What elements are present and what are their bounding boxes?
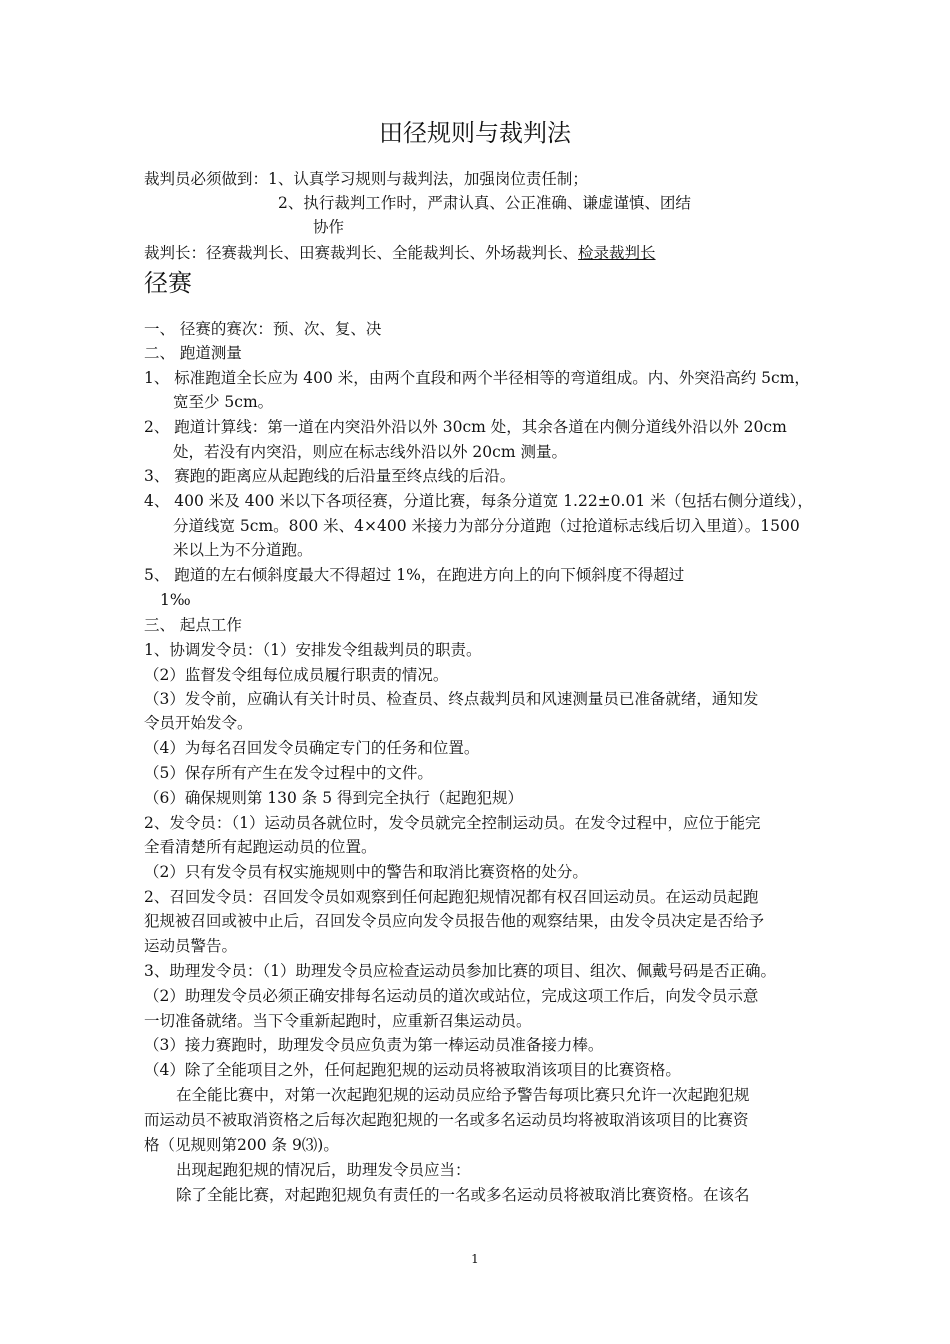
body-line: （2）助理发令员必须正确安排每名运动员的道次或站位，完成这项工作后，向发令员示意 [144, 987, 759, 1005]
chief-referees-text: 裁判长：径赛裁判长、田赛裁判长、全能裁判长、外场裁判长、 [144, 244, 579, 262]
body-line: 2、召回发令员：召回发令员如观察到任何起跑犯规情况都有权召回运动员。在运动员起跑 [144, 888, 759, 906]
body-line: （6）确保规则第 130 条 5 得到完全执行（起跑犯规） [144, 789, 524, 807]
body-line: 5、 跑道的左右倾斜度最大不得超过 1%，在跑进方向上的向下倾斜度不得超过 [144, 566, 685, 584]
body-line: 1‰ [160, 591, 191, 609]
body-line: 格（见规则第200 条 9⑶)。 [144, 1136, 339, 1154]
duty-item-1: 1、认真学习规则与裁判法，加强岗位责任制； [268, 170, 588, 188]
body-line: 处，若没有内突沿，则应在标志线外沿以外 20cm 测量。 [173, 443, 567, 461]
body-line: 二、 跑道测量 [144, 344, 242, 362]
body-line: 1、 标准跑道全长应为 400 米，由两个直段和两个半径相等的弯道组成。内、外突沿高约 5cm， [144, 369, 810, 387]
body-line: 3、助理发令员：（1）助理发令员应检查运动员参加比赛的项目、组次、佩戴号码是否正确。 [144, 962, 776, 980]
body-line: 1、协调发令员：（1）安排发令组裁判员的职责。 [144, 641, 482, 659]
body-line: 运动员警告。 [144, 937, 238, 955]
body-line: 宽至少 5cm。 [173, 393, 274, 411]
body-line: 米以上为不分道跑。 [173, 541, 313, 559]
body-line: （4）为每名召回发令员确定专门的任务和位置。 [144, 739, 480, 757]
body-line: 2、发令员：（1）运动员各就位时，发令员就完全控制运动员。在发令过程中，应位于能完 [144, 814, 761, 832]
body-line: 3、 赛跑的距离应从起跑线的后沿量至终点线的后沿。 [144, 467, 516, 485]
body-line: 三、 起点工作 [144, 616, 242, 634]
body-line: （4）除了全能项目之外，任何起跑犯规的运动员将被取消该项目的比赛资格。 [144, 1061, 681, 1079]
duties-prefix: 裁判员必须做到： [144, 170, 269, 188]
duty-item-2-cont: 协作 [313, 218, 345, 236]
body-line: 全看清楚所有起跑运动员的位置。 [144, 838, 377, 856]
chief-referees-underlined: 检录裁判长 [578, 244, 656, 262]
body-line: 一、 径赛的赛次：预、次、复、决 [144, 320, 382, 338]
body-line: （5）保存所有产生在发令过程中的文件。 [144, 764, 433, 782]
body-line: 犯规被召回或被中止后，召回发令员应向发令员报告他的观察结果，由发令员决定是否给予 [144, 912, 765, 930]
chief-referees-line [144, 242, 656, 264]
body-line: （2）监督发令组每位成员履行职责的情况。 [144, 666, 449, 684]
section-heading: 径赛 [144, 269, 192, 297]
document-title: 田径规则与裁判法 [379, 119, 571, 147]
body-line: 出现起跑犯规的情况后，助理发令员应当： [176, 1161, 471, 1179]
body-line: 在全能比赛中，对第一次起跑犯规的运动员应给予警告每项比赛只允许一次起跑犯规 [176, 1086, 750, 1104]
body-line: 除了全能比赛，对起跑犯规负有责任的一名或多名运动员将被取消比赛资格。在该名 [176, 1186, 750, 1204]
page-number: 1 [471, 1252, 479, 1266]
body-line: 4、 400 米及 400 米以下各项径赛，分道比赛，每条分道宽 1.22±0.01 米（包括右侧分道线）， [144, 492, 813, 510]
body-line: 令员开始发令。 [144, 714, 253, 732]
body-line: （2）只有发令员有权实施规则中的警告和取消比赛资格的处分。 [144, 863, 588, 881]
body-line: 2、 跑道计算线：第一道在内突沿外沿以外 30cm 处，其余各道在内侧分道线外沿以外 20cm [144, 418, 787, 436]
duty-item-2: 2、执行裁判工作时，严肃认真、公正准确、谦虚谨慎、团结 [278, 194, 691, 212]
body-line: 一切准备就绪。当下令重新起跑时，应重新召集运动员。 [144, 1012, 532, 1030]
body-line: 而运动员不被取消资格之后每次起跑犯规的一名或多名运动员均将被取消该项目的比赛资 [144, 1111, 749, 1129]
body-line: （3）接力赛跑时，助理发令员应负责为第一棒运动员准备接力棒。 [144, 1036, 604, 1054]
body-line: 分道线宽 5cm。800 米、4×400 米接力为部分分道跑（过抢道标志线后切入里道）。1500 [173, 517, 800, 535]
body-line: （3）发令前，应确认有关计时员、检查员、终点裁判员和风速测量员已准备就绪，通知发 [144, 690, 759, 708]
